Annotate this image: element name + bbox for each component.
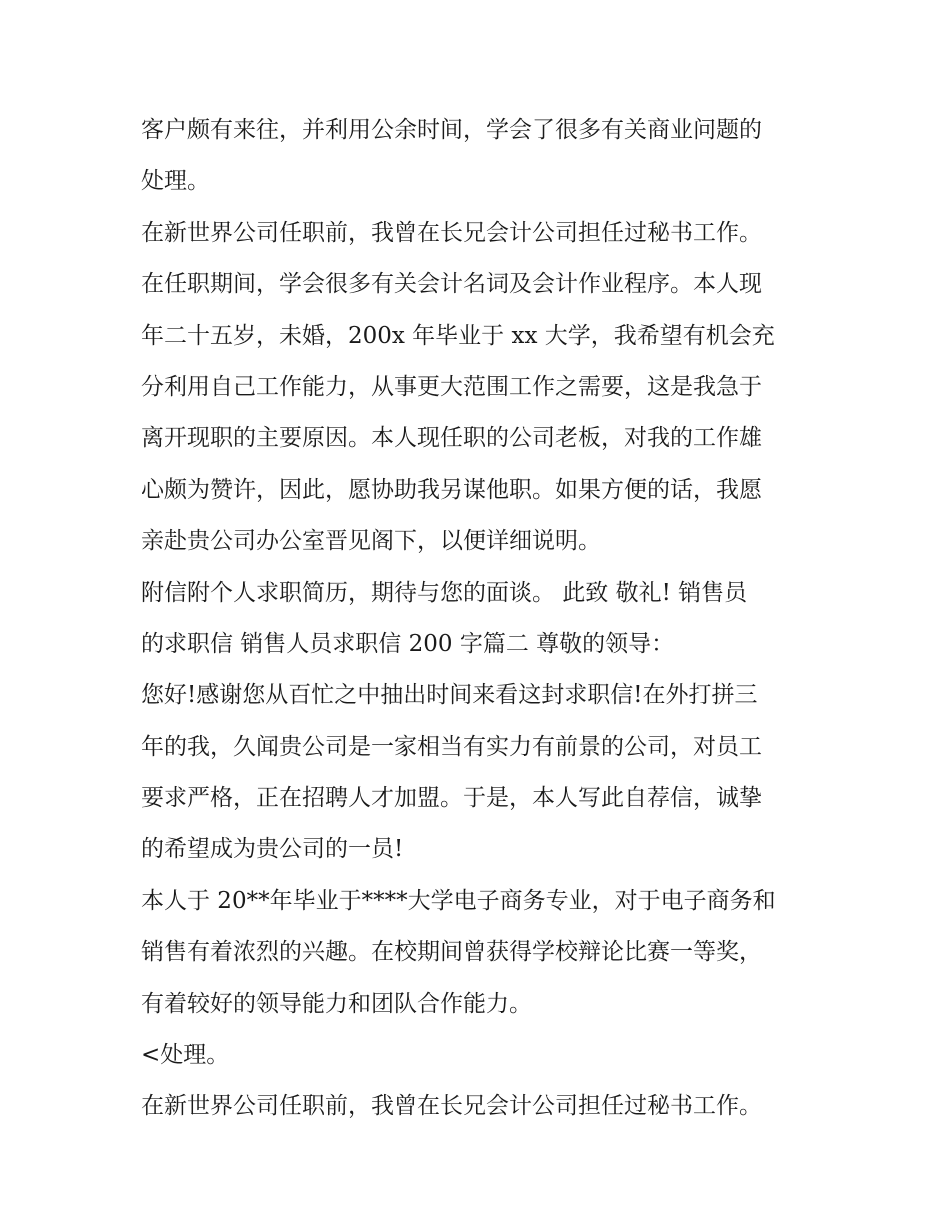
text-line: 附信附个人求职简历，期待与您的面谈。 此致 敬礼! 销售员	[141, 579, 748, 606]
text-line: <处理。	[141, 1042, 230, 1069]
text-line: 本人于 20**年毕业于****大学电子商务专业，对于电子商务和	[141, 887, 776, 914]
text-line: 年的我，久闻贵公司是一家相当有实力有前景的公司，对员工	[141, 733, 762, 760]
text-line: 的求职信 销售人员求职信 200 字篇二 尊敬的领导：	[141, 630, 675, 657]
text-line: 在新世界公司任职前，我曾在长兄会计公司担任过秘书工作。	[141, 219, 762, 246]
text-line: 分利用自己工作能力，从事更大范围工作之需要，这是我急于	[141, 373, 762, 400]
text-line: 您好!感谢您从百忙之中抽出时间来看这封求职信!在外打拼三	[141, 682, 758, 709]
text-line: 销售有着浓烈的兴趣。在校期间曾获得学校辩论比赛一等奖，	[141, 939, 762, 966]
text-line: 心颇为赞许，因此，愿协助我另谋他职。如果方便的话，我愿	[141, 476, 762, 503]
letter-body	[141, 105, 821, 1133]
text-line: 在任职期间，学会很多有关会计名词及会计作业程序。本人现	[141, 271, 762, 298]
text-line: 年二十五岁，未婚，200x 年毕业于 xx 大学，我希望有机会充	[141, 322, 775, 349]
text-line: 要求严格，正在招聘人才加盟。于是，本人写此自荐信，诚挚	[141, 785, 762, 812]
text-line: 在新世界公司任职前，我曾在长兄会计公司担任过秘书工作。	[141, 1093, 762, 1120]
text-line: 亲赴贵公司办公室晋见阁下，以便详细说明。	[141, 528, 601, 555]
text-line: 的希望成为贵公司的一员!	[141, 836, 404, 863]
text-line: 离开现职的主要原因。本人现任职的公司老板，对我的工作雄	[141, 425, 762, 452]
text-line: 有着较好的领导能力和团队合作能力。	[141, 990, 532, 1017]
text-line: 处理。	[141, 168, 210, 195]
text-line: 客户颇有来往，并利用公余时间，学会了很多有关商业问题的	[141, 117, 762, 143]
